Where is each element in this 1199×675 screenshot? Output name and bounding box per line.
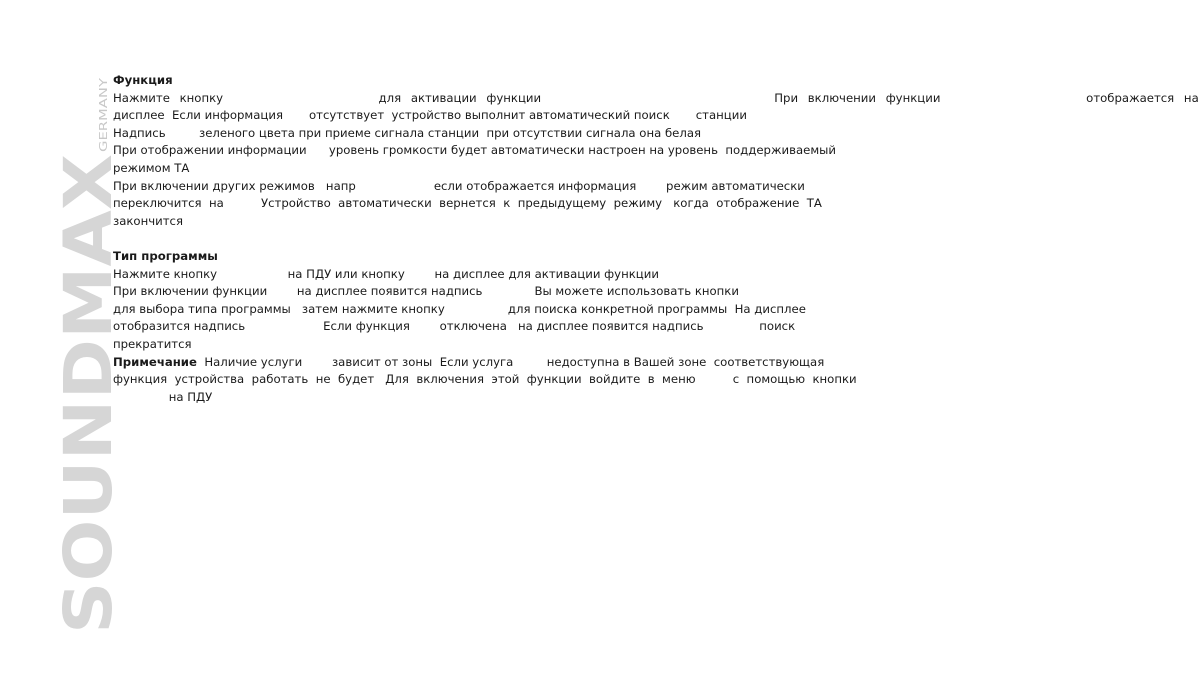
note-text: Наличие услуги зависит от зоны Если услуга недоступна в Вашей зоне соответствующая [196,354,825,369]
text-line: Нажмите кнопку на ПДУ или кнопку на дисплее для активации функции [113,266,659,281]
text-line: на ПДУ [113,389,213,404]
note-paragraph [113,354,857,407]
brand-subtitle: GERMANY [97,96,110,152]
text-line: При отображении информации уровень громкости будет автоматически настроен на уровень поддерживаемый [113,143,836,158]
section-heading-function: Функция [113,73,173,87]
note-first-line [113,354,853,372]
text-line: для выбора типа программы затем нажмите кнопку для поиска конкретной программы На дисплее [113,301,806,316]
text-line: закончится [113,213,183,228]
section-heading-program-type: Тип программы [113,248,218,263]
brand-watermark [44,76,127,636]
program-type-paragraph [113,266,853,354]
function-paragraph-1 [113,90,1199,143]
text-line: переключится на Устройство автоматически вернется к предыдущему режиму когда отображение ТА [113,196,822,211]
text-line: режимом ТА [113,160,190,175]
text-line: дисплее Если информация отсутствует устройство выполнит автоматический поиск станции [113,108,747,123]
text-line: Нажмите кнопку для активации функции При включении функции отображается на [113,90,1199,105]
text-line: прекратится [113,336,192,351]
function-paragraph-2 [113,142,853,177]
text-line: При включении функции на дисплее появится надпись Вы можете использовать кнопки [113,284,739,299]
document-body [113,72,1199,406]
brand-name: SOUNDMAX [50,199,127,634]
text-line: отобразится надпись Если функция отключена на дисплее появится надпись поиск [113,319,796,334]
text-line: Надпись зеленого цвета при приеме сигнала станции при отсутствии сигнала она белая [113,125,702,140]
section-spacer [113,230,853,248]
text-line: При включении других режимов напр если отображается информация режим автоматически [113,178,805,193]
function-paragraph-3 [113,178,853,231]
text-line: функция устройства работать не будет Для включения этой функции войдите в меню с помощью кнопки [113,372,857,387]
brand-logo-svg [44,76,127,636]
note-label: Примечание [113,354,197,369]
